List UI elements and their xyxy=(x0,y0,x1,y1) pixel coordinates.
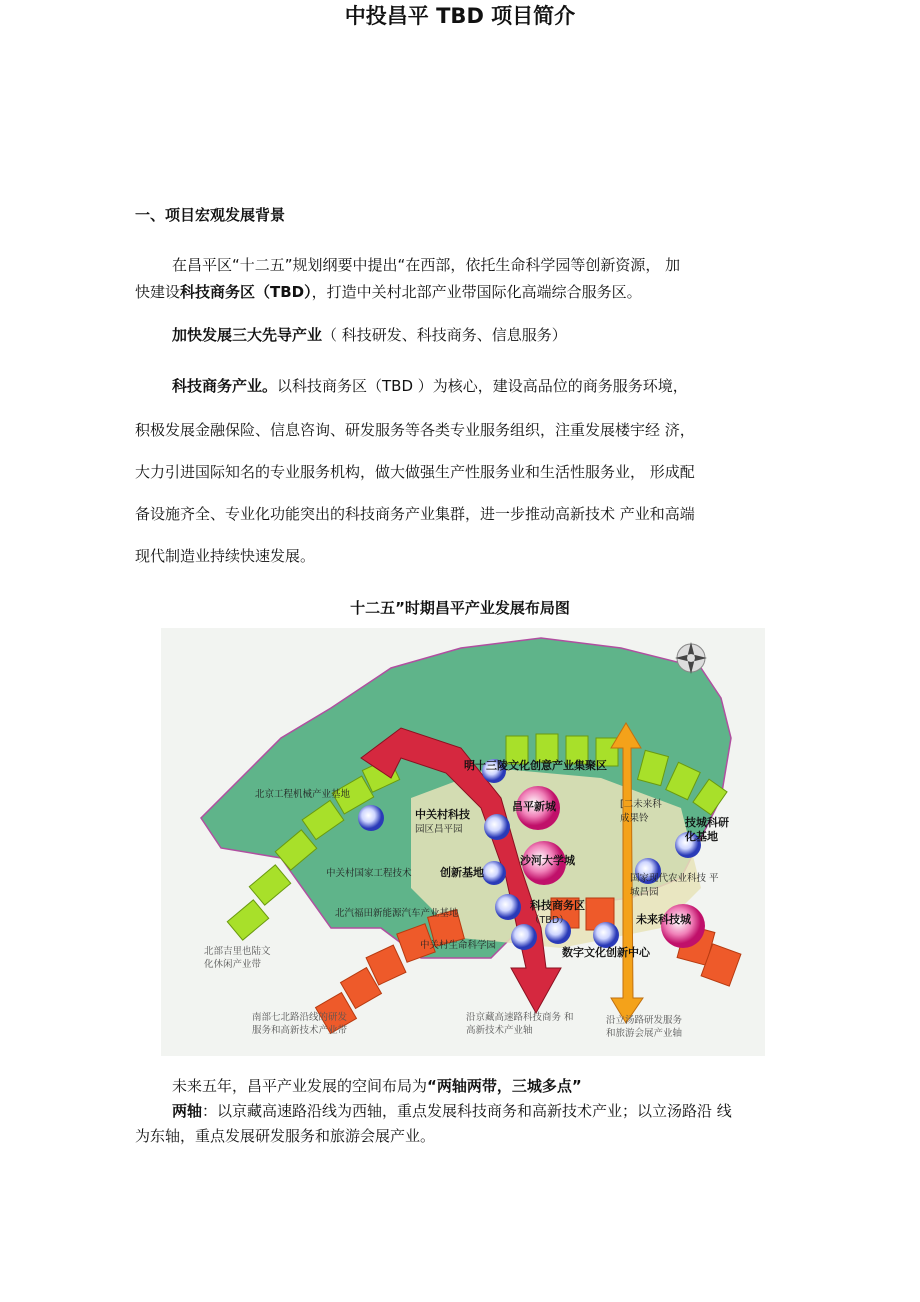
paragraph-line: 备设施齐全、专业化功能突出的科技商务产业集群，进一步推动高新技术 产业和高端 xyxy=(135,505,695,523)
bold-text: 两轴 xyxy=(172,1102,203,1120)
paragraph-line: 大力引进国际知名的专业服务机构，做大做强生产性服务业和生活性服务业， 形成配 xyxy=(135,463,695,481)
text: 以科技商务区（TBD ）为核心，建设高品位的商务服务环境， xyxy=(277,377,688,395)
paragraph-line xyxy=(172,375,688,396)
text: 快建设 xyxy=(135,283,181,301)
map-label: 数字文化创新中心 xyxy=(562,946,650,959)
map-label: 中关村国家工程技术 xyxy=(326,868,412,879)
paragraph-line xyxy=(172,1100,732,1121)
paragraph-line: 在昌平区“十二五”规划纲要中提出“在西部，依托生命科学园等创新资源， 加 xyxy=(172,256,681,274)
map-label: 未来科技城 xyxy=(636,913,691,926)
industry-layout-map xyxy=(161,628,765,1056)
bold-text: 加快发展三大先导产业 xyxy=(172,326,323,344)
map-label: 创新基地 xyxy=(440,866,484,879)
text: 未来五年，昌平产业发展的空间布局为 xyxy=(172,1077,428,1095)
paragraph-line xyxy=(135,281,642,302)
map-label: 沿立汤路研发服务 xyxy=(606,1015,683,1026)
map-label: 北汽福田新能源汽车产业基地 xyxy=(335,908,459,919)
map-label: 国家现代农业科技 平 xyxy=(630,873,719,884)
bold-text: 科技商务区（TBD） xyxy=(180,283,312,301)
paragraph-line: 为东轴，重点发展研发服务和旅游会展产业。 xyxy=(135,1127,436,1145)
map-label: 园区昌平园 xyxy=(415,824,463,835)
map-label: 北部吉里也陆文 xyxy=(204,946,271,957)
map-label: 化基地 xyxy=(685,830,718,843)
text: ：以京藏高速路沿线为西轴，重点发展科技商务和高新技术产业；以立汤路沿 线 xyxy=(202,1102,732,1120)
map-label: 成果铃 xyxy=(620,813,649,824)
map-label: 北京工程机械产业基地 xyxy=(255,789,351,800)
text: ，打造中关村北部产业带国际化高端综合服务区。 xyxy=(311,283,642,301)
map-label: 沿京藏高速路科技商务 和 xyxy=(466,1012,574,1023)
paragraph-line xyxy=(172,1075,582,1096)
map-label: 沙河大学城 xyxy=(520,854,575,867)
map-label: 南部七北路沿线的研发 xyxy=(252,1012,348,1023)
text: （ 科技研发、科技商务、信息服务） xyxy=(322,326,567,344)
bold-text: “两轴两带，三城多点” xyxy=(427,1077,582,1095)
map-label: 明十三陵文化创意产业集聚区 xyxy=(464,759,607,772)
map-graphic xyxy=(161,628,765,1056)
map-label: 服务和高新技术产业带 xyxy=(252,1025,348,1036)
map-label: 中关村科技 xyxy=(415,808,470,821)
bold-text: 科技商务产业。 xyxy=(172,377,278,395)
map-label: [二未来科 xyxy=(620,799,662,810)
map-label: 技城科研 xyxy=(685,816,729,829)
map-label: 科技商务区 xyxy=(530,899,585,912)
document-title: 中投昌平 TBD 项目简介 xyxy=(344,4,576,28)
paragraph-line: 积极发展金融保险、信息咨询、研发服务等各类专业服务组织，注重发展楼宇经 济， xyxy=(135,421,695,439)
map-label: 高新技术产业轴 xyxy=(466,1025,533,1036)
map-label: 城昌园 xyxy=(630,887,659,898)
figure-caption: 十二五”时期昌平产业发展布局图 xyxy=(350,599,570,617)
section-heading: 一、项目宏观发展背景 xyxy=(135,206,286,224)
map-label: 昌平新城 xyxy=(512,800,556,813)
paragraph-line: 现代制造业持续快速发展。 xyxy=(135,547,316,565)
paragraph-line xyxy=(172,324,567,345)
map-label: 和旅游会展产业轴 xyxy=(606,1028,683,1039)
map-label: （TBD） xyxy=(530,915,569,926)
map-label: 化休闲产业带 xyxy=(204,959,262,970)
map-label: 中关村生命科学园 xyxy=(420,940,497,951)
